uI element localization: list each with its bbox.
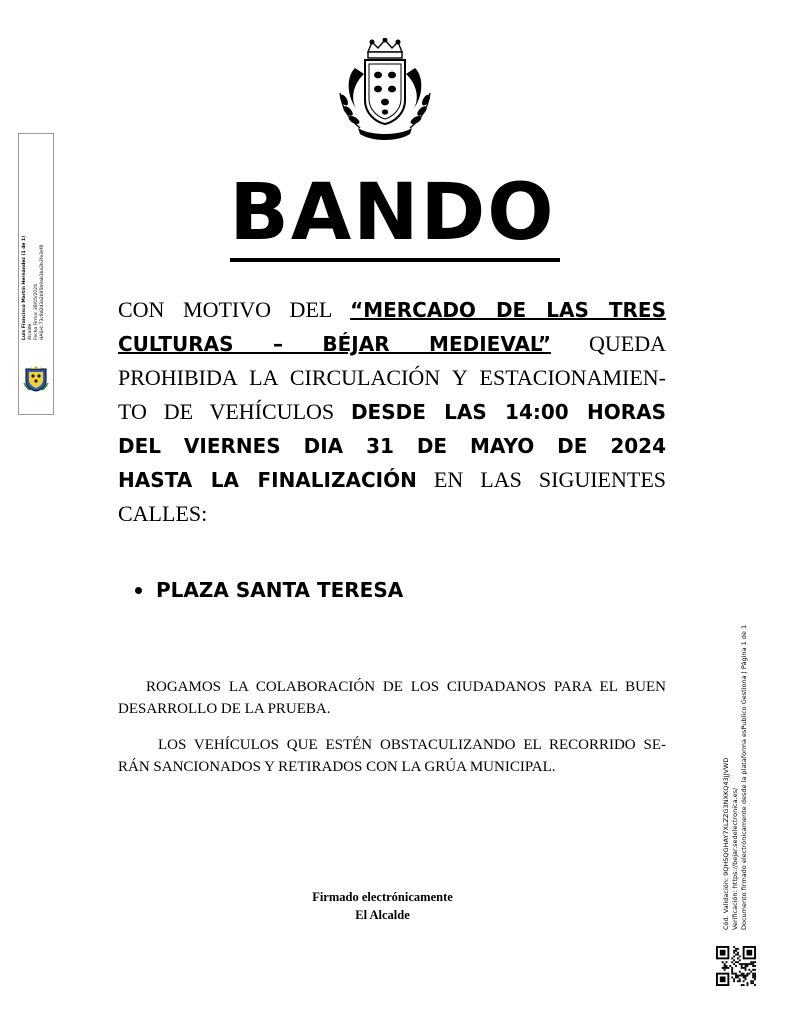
emphasis-text: CULTURAS – BÉJAR MEDIEVAL” — [118, 332, 552, 356]
stamp-signer: Luis Francisco Martín Hernández (1 de 1) — [22, 235, 27, 340]
body-text-segment: CALLES: — [118, 501, 208, 526]
note-line: ROGAMOS LA COLABORACIÓN DE LOS CIUDADANOS PARA EL BUEN — [146, 679, 666, 695]
announcement-line — [118, 293, 666, 327]
signature-line: Firmado electrónicamente — [312, 890, 453, 904]
street-name: PLAZA SANTA TERESA — [156, 578, 404, 602]
bullet-icon — [135, 587, 142, 594]
signature-role: El Alcalde — [355, 908, 410, 922]
emphasis-text: “MERCADO DE LAS TRES — [350, 298, 666, 322]
stamp-hash: HASH: 73c8d2d3a2b95b9ab3ba2b3fe3ef8 — [40, 244, 45, 340]
note-collaboration — [118, 676, 666, 720]
signature-stamp — [22, 222, 46, 340]
announcement-line — [118, 429, 666, 463]
note-line: LOS VEHÍCULOS QUE ESTÉN OBSTACULIZANDO EL RECORRIDO SE- — [158, 737, 666, 753]
body-text-segment: CON MOTIVO DEL — [118, 297, 351, 322]
qr-code-icon[interactable] — [716, 946, 756, 986]
body-text-segment: PROHIBIDA LA CIRCULACIÓN Y ESTACIONAMIEN- — [118, 365, 666, 390]
announcement-line — [118, 361, 666, 395]
notes — [118, 676, 666, 792]
stamp-date: Fecha Firma: 28/05/2024 — [34, 284, 39, 340]
validation-info — [722, 624, 749, 930]
announcement-body — [118, 293, 666, 531]
body-text-segment: QUEDA — [551, 331, 666, 356]
announcement-line — [118, 395, 666, 429]
street-list — [135, 574, 403, 606]
title-underline — [230, 258, 560, 262]
emphasis-text: HASTA LA FINALIZACIÓN — [118, 468, 417, 492]
body-text-segment: TO DE VEHÍCULOS — [118, 399, 351, 424]
announcement-line — [118, 497, 666, 531]
note-sanctions — [118, 734, 666, 778]
note-line: DESARROLLO DE LA PRUEBA. — [118, 701, 331, 717]
emphasis-text: DESDE LAS 14:00 HORAS — [350, 400, 666, 424]
announcement-line — [118, 327, 666, 361]
coat-of-arms-icon — [330, 38, 440, 143]
stamp-role: Alcalde — [28, 323, 33, 340]
validation-note: Documento firmado electrónicamente desde la plataforma esPublico Gestiona | Página 1 de 1 — [740, 624, 748, 930]
announcement-line — [118, 463, 666, 497]
note-line: RÁN SANCIONADOS Y RETIRADOS CON LA GRÚA MUNICIPAL. — [118, 759, 556, 775]
emphasis-text: DEL VIERNES DIA 31 DE MAYO DE 2024 — [118, 434, 666, 458]
validation-code: Cód. Validación: 9QH5QGHAY7XLZZG3NXKQ43JJVWD — [722, 757, 730, 930]
municipal-emblem-icon — [22, 365, 50, 393]
page-title: BANDO — [229, 168, 556, 258]
body-text-segment: EN LAS SIGUIENTES — [416, 467, 666, 492]
signature-block — [0, 888, 765, 924]
street-item — [135, 574, 403, 606]
validation-url[interactable]: Verificación: https://bejar.sedelectronica.es/ — [731, 787, 739, 930]
